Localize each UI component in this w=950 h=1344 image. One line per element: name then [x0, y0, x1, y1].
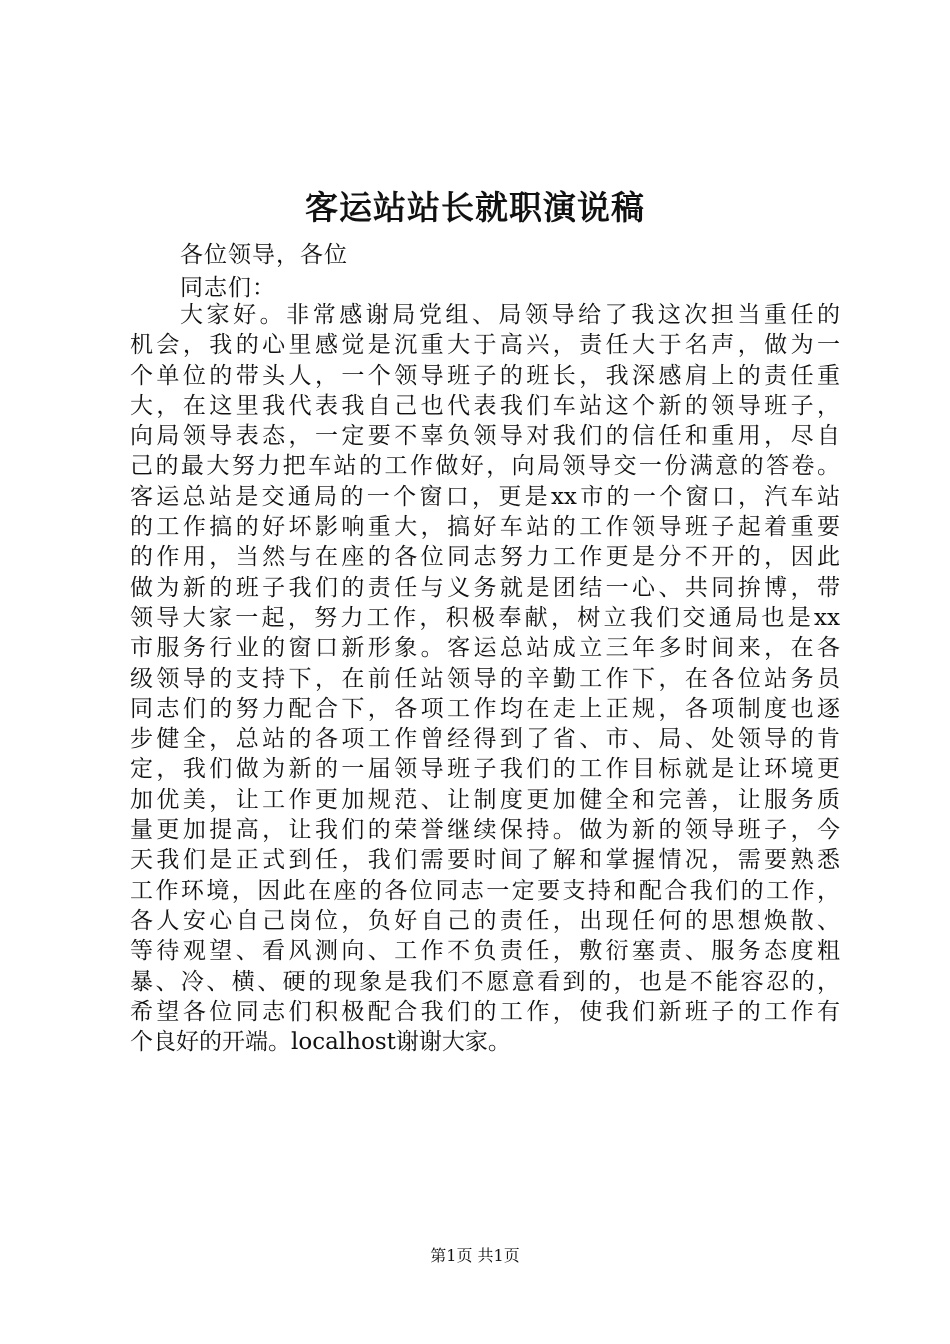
body-text-line: 希望各位同志们积极配合我们的工作，使我们新班子的工作有 — [130, 998, 840, 1025]
body-text-line: 个良好的开端。localhost谢谢大家。 — [130, 1029, 511, 1056]
body-text-line: 己的最大努力把车站的工作做好，向局领导交一份满意的答卷。 — [130, 453, 840, 480]
speech-body — [130, 300, 840, 1057]
body-text-line: 领导大家一起，努力工作，积极奉献，树立我们交通局也是xx — [130, 604, 840, 631]
body-text-line: 暴、冷、横、硬的现象是我们不愿意看到的，也是不能容忍的， — [130, 968, 840, 995]
salutation-line-1: 各位领导，各位 — [180, 242, 348, 268]
body-text-line: 个单位的带头人，一个领导班子的班长，我深感肩上的责任重 — [130, 362, 840, 389]
body-text-line: 的作用，当然与在座的各位同志努力工作更是分不开的，因此 — [130, 544, 840, 571]
body-text-line: 市服务行业的窗口新形象。客运总站成立三年多时间来，在各 — [130, 635, 840, 662]
body-text-line: 做为新的班子我们的责任与义务就是团结一心、共同拚博，带 — [130, 574, 840, 601]
body-text-line: 大家好。非常感谢局党组、局领导给了我这次担当重任的 — [180, 302, 840, 328]
body-text-line: 机会，我的心里感觉是沉重大于高兴，责任大于名声，做为一 — [130, 332, 840, 359]
page-footer: 第1页 共1页 — [430, 1246, 520, 1265]
body-text-line: 客运总站是交通局的一个窗口，更是xx市的一个窗口，汽车站 — [130, 483, 840, 510]
body-text-line: 级领导的支持下，在前任站领导的辛勤工作下，在各位站务员 — [130, 665, 840, 692]
body-text-line: 同志们的努力配合下，各项工作均在走上正规，各项制度也逐 — [130, 695, 840, 722]
body-text-line: 定，我们做为新的一届领导班子我们的工作目标就是让环境更 — [130, 756, 840, 783]
document-title: 客运站站长就职演说稿 — [305, 188, 645, 227]
body-text-line: 步健全，总站的各项工作曾经得到了省、市、局、处领导的肯 — [130, 726, 840, 753]
body-text-line: 的工作搞的好坏影响重大，搞好车站的工作领导班子起着重要 — [130, 514, 840, 541]
body-text-line: 加优美，让工作更加规范、让制度更加健全和完善，让服务质 — [130, 786, 840, 813]
body-text-line: 工作环境，因此在座的各位同志一定要支持和配合我们的工作， — [130, 877, 840, 904]
body-text-line: 量更加提高，让我们的荣誉继续保持。做为新的领导班子，今 — [130, 817, 840, 844]
body-text-line: 大，在这里我代表我自己也代表我们车站这个新的领导班子， — [130, 392, 840, 419]
body-text-line: 向局领导表态，一定要不辜负领导对我们的信任和重用，尽自 — [130, 423, 840, 450]
body-text-line: 各人安心自己岗位，负好自己的责任，出现任何的思想焕散、 — [130, 907, 840, 934]
body-text-line: 等待观望、看风测向、工作不负责任，敷衍塞责、服务态度粗 — [130, 938, 840, 965]
body-text-line: 天我们是正式到任，我们需要时间了解和掌握情况，需要熟悉 — [130, 847, 840, 874]
salutation-line-2: 同志们： — [180, 275, 276, 301]
